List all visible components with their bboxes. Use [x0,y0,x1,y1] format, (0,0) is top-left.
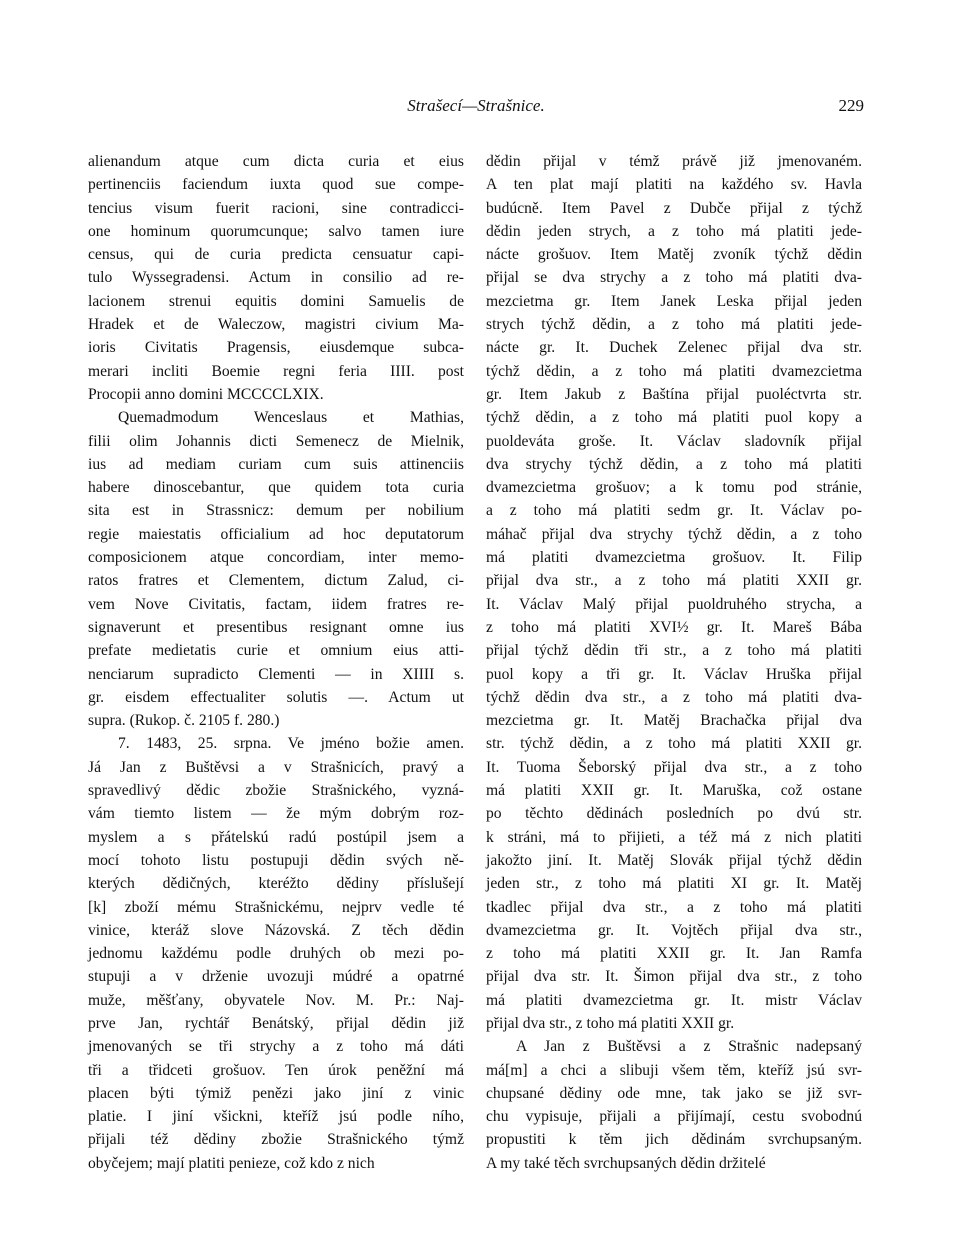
text-line: census, qui de curia predicta censuatur capi- [88,246,464,264]
text-line: stupuji a v drženie uvozuji múdré a opatrné [88,968,464,986]
text-line: a z toho má platiti sedm gr. It. Václav po- [486,502,862,520]
text-line: tencius visum fuerit racioni, sine contradicci- [88,199,464,217]
text-line: má platiti dvamezcietma gr. It. mistr Václav [486,991,862,1009]
text-line: z toho má platiti XXII gr. It. Jan Ramfa [486,945,862,963]
text-line: mocí tohoto listu postupuji dědin svých ně- [88,851,464,869]
text-line: mezcietma gr. Item Janek Leska přijal jeden [486,292,862,310]
right-text-column [486,150,862,1175]
text-line: Quemadmodum Wenceslaus et Mathias, [118,409,464,427]
text-line: one hominum quorumcunque; salvo tamen iure [88,222,464,240]
text-line: puol kopy a tři gr. It. Václav Hruška přijal [486,665,862,683]
text-line: habere dinoscebantur, que quidem tota curia [88,479,464,497]
text-line: vem Nove Civitatis, factam, iidem fratres re- [88,595,464,613]
text-line: jmenovaných se tři strychy a z toho má dáti [88,1038,464,1056]
text-line: jednomu každému podle druhých ob mezi po- [88,945,464,963]
text-line: dědin jeden strych, a z toho má platiti jede- [486,222,862,240]
text-line: ratos fratres et Clementem, dictum Zalud, ci- [88,572,464,590]
text-line: str. týchž dědin, a z toho má platiti XXII gr. [486,735,862,753]
text-line: týchž dědin, a z toho má platiti puol kopy a [486,409,862,427]
text-line: dva strychy týchž dědin, a z toho má platiti [486,455,862,473]
text-line: [k] zboží mému Strašnickému, nejprv vedle té [88,898,464,916]
text-line: lacionem strenui equitis domini Samuelis de [88,292,464,310]
text-line: Já Jan z Buštěvsi a v Strašnicích, pravý a [88,758,464,776]
text-line: přijal týchž dědin tři str., a z toho má platiti [486,642,862,660]
text-line: placen býti týmiž penězi jako jiní z vinic [88,1084,464,1102]
text-line: nácte grošuov. Item Matěj zvoník týchž dědin [486,246,862,264]
text-line: k stráni, má to přijieti, a též má z nich platiti [486,828,862,846]
text-line: ius ad mediam curiam cum suis attinenciis [88,455,464,473]
text-line: přijal se dva strychy a z toho má platiti dva- [486,269,862,287]
running-header [88,96,864,124]
text-line: ioris Civitatis Pragensis, eiusdemque subca- [88,339,464,357]
text-line: chupsané dědiny ode mne, tak jako se již svr- [486,1084,862,1102]
text-line: vám tiemto listem — že mým dobrým roz- [88,805,464,823]
running-title: Strašecí—Strašnice. [407,96,545,115]
text-line: A ten plat mají platiti na každého sv. Havla [486,176,862,194]
text-line: jakožto jiní. It. Matěj Slovák přijal týchž dědin [486,851,862,869]
text-line: přijal dva str., z toho má platiti XXII gr. [486,1014,735,1032]
text-line: muže, měšťany, obyvatele Nov. M. Pr.: Naj- [88,991,464,1009]
text-line: dědin přijal v témž právě již jmenovaném. [486,153,862,170]
text-line: filii olim Johannis dicti Semenecz de Mielnik, [88,432,464,450]
text-line: dvamezcietma grošuov; a k tomu pod stránie, [486,479,862,497]
text-line: A Jan z Buštěvsi a z Strašnic nadepsaný [516,1038,862,1056]
text-line: obyčejem; mají platiti penieze, což kdo z nich [88,1154,375,1172]
text-line: má[m] a chci a slibuji všem těm, kteříž jsú svr- [486,1061,862,1079]
text-line: It. Tuoma Šeborský přijal dva str., a z toho [486,758,862,776]
text-line: má platiti dvamezcietma grošuov. It. Filip [486,549,862,567]
text-line: pertinenciis faciendum iuxta quod sue compe- [88,176,464,194]
text-line: kterých dědičných, kteréžto dědiny příslušejí [88,875,464,893]
text-line: merari incliti Boemie regni feria IIII. post [88,362,464,380]
text-line: budúcně. Item Pavel z Dubče přijal z týchž [486,199,862,217]
text-line: myslem a s přátelskú radú postúpil jsem a [88,828,464,846]
text-line: 7. 1483, 25. srpna. Ve jméno božie amen. [118,735,464,753]
text-line: platie. I jiní všickni, kteříž jsú podle ního, [88,1108,464,1126]
text-line: gr. Item Jakub z Baštína přijal puoléctvrta str. [486,385,862,403]
text-line: přijal dva str. It. Šimon přijal dva str., z toho [486,968,862,986]
text-line: dvamezcietma gr. It. Vojtěch přijal dva str., [486,921,862,939]
text-line: jeden str., z toho má platiti XI gr. It. Matěj [486,875,862,893]
text-line: tři a třidceti grošuov. Ten úrok peněžní má [88,1061,464,1079]
left-text-column [88,150,464,1175]
text-line: gr. eisdem effectualiter solutis —. Actum ut [88,688,464,706]
text-line: vinice, kteráž slove Názovská. Z těch dědin [88,921,464,939]
text-line: propustiti k těm jich dědinám svrchupsaným. [486,1131,862,1149]
text-line: signaverunt et presentibus resignant omne ius [88,618,464,636]
text-line: tulo Wyssegradensi. Actum in consilio ad re- [88,269,464,287]
text-line: má platiti XXII gr. It. Maruška, což ostane [486,782,862,800]
text-line: alienandum atque cum dicta curia et eius [88,153,464,170]
text-line: supra. (Rukop. č. 2105 f. 280.) [88,712,280,730]
text-line: tkadlec přijal dva str., a z toho má platiti [486,898,862,916]
text-line: sita est in Strassnicz: demum per nobilium [88,502,464,520]
text-line: composicionem atque concordiam, inter memo- [88,549,464,567]
text-line: chu vypisuje, přijali a přijímají, cestu svobodnú [486,1108,862,1126]
text-line: týchž dědin, a z toho má platiti dvamezcietma [486,362,862,380]
text-line: A my také těch svrchupsaných dědin držitelé [486,1154,766,1172]
text-line: prefate medietatis curie et omnium eius atti- [88,642,464,660]
text-line: z toho má platiti XVI½ gr. It. Mareš Bába [486,618,862,636]
text-line: regie maiestatis officialium ad hoc deputatorum [88,525,464,543]
text-line: Hradek et de Waleczow, magistri civium Ma- [88,316,464,334]
text-line: nácte gr. It. Duchek Zelenec přijal dva str. [486,339,862,357]
text-line: Procopii anno domini MCCCCLXIX. [88,385,324,403]
text-line: přijal dva str., a z toho má platiti XXII gr. [486,572,862,590]
text-line: It. Václav Malý přijal puoldruhého strycha, a [486,595,862,613]
text-line: strych týchž dědin, a z toho má platiti jede- [486,316,862,334]
text-line: nenciarum supradicto Clementi — in XIIII s. [88,665,464,683]
text-line: týchž dědin dva str., a z toho má platiti dva- [486,688,862,706]
text-line: puoldeváta groše. It. Václav sladovník přijal [486,432,862,450]
text-line: máhač přijal dva strychy týchž dědin, a z toho [486,525,862,543]
text-line: spravedlivý dědic zbožie Strašnického, vyzná- [88,782,464,800]
text-line: po těchto dědinách posledních po dvú str. [486,805,862,823]
text-line: prve Jan, rychtář Benátský, přijal dědin již [88,1014,464,1032]
text-line: mezcietma gr. It. Matěj Brachačka přijal dva [486,712,862,730]
page-number: 229 [838,96,864,115]
text-line: přijali též dědiny zbožie Strašnického týmž [88,1131,464,1149]
